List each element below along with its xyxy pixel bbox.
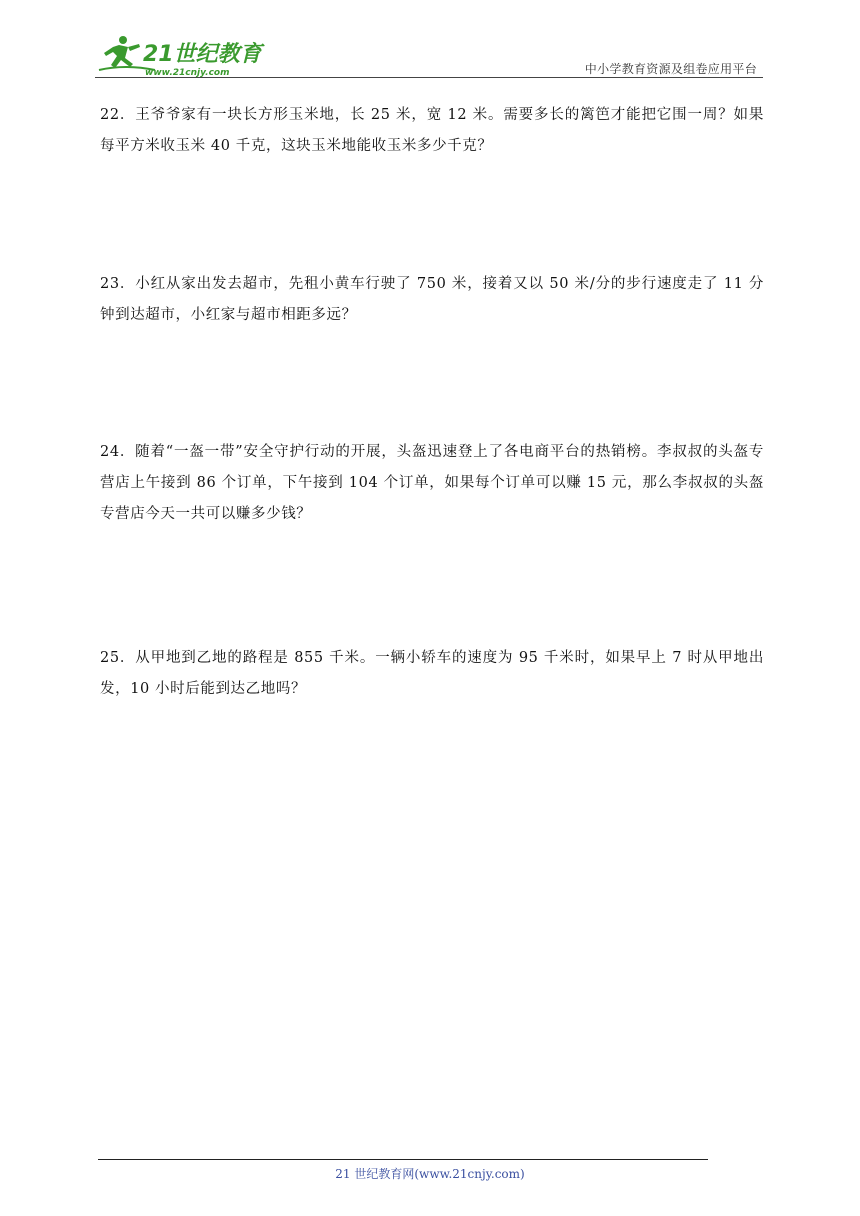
question-23: 23．小红从家出发去超市，先租小黄车行驶了 750 米，接着又以 50 米/分的步行速度走了 11 分钟到达超市，小红家与超市相距多远？ [100,276,764,323]
question-22: 22．王爷爷家有一块长方形玉米地，长 25 米，宽 12 米。需要多长的篱笆才能把它围一周？如果每平方米收玉米 40 千克，这块玉米地能收玉米多少千克？ [100,107,764,154]
platform-name: 中小学教育资源及组卷应用平台 [584,62,757,76]
site-logo[interactable] [95,34,265,78]
question-24: 24．随着“一盔一带”安全守护行动的开展，头盔迅速登上了各电商平台的热销榜。李叔叔的头盔专营店上午接到 86 个订单，下午接到 104 个订单，如果每个订单可以赚 15 元，那么李叔叔的头盔专营店今天一共可以赚多少钱？ [100,444,764,522]
header-divider [95,77,763,78]
page-header [95,30,763,78]
svg-text:www.21cnjy.com: www.21cnjy.com [145,68,230,78]
logo-graphic [95,34,265,78]
footer-divider [98,1159,708,1160]
question-25: 25．从甲地到乙地的路程是 855 千米。一辆小轿车的速度为 95 千米时，如果早上 7 时从甲地出发，10 小时后能到达乙地吗？ [100,650,764,697]
svg-text:21世纪教育: 21世纪教育 [143,42,262,67]
footer-link[interactable]: 21 世纪教育网(www.21cnjy.com) [335,1167,525,1181]
